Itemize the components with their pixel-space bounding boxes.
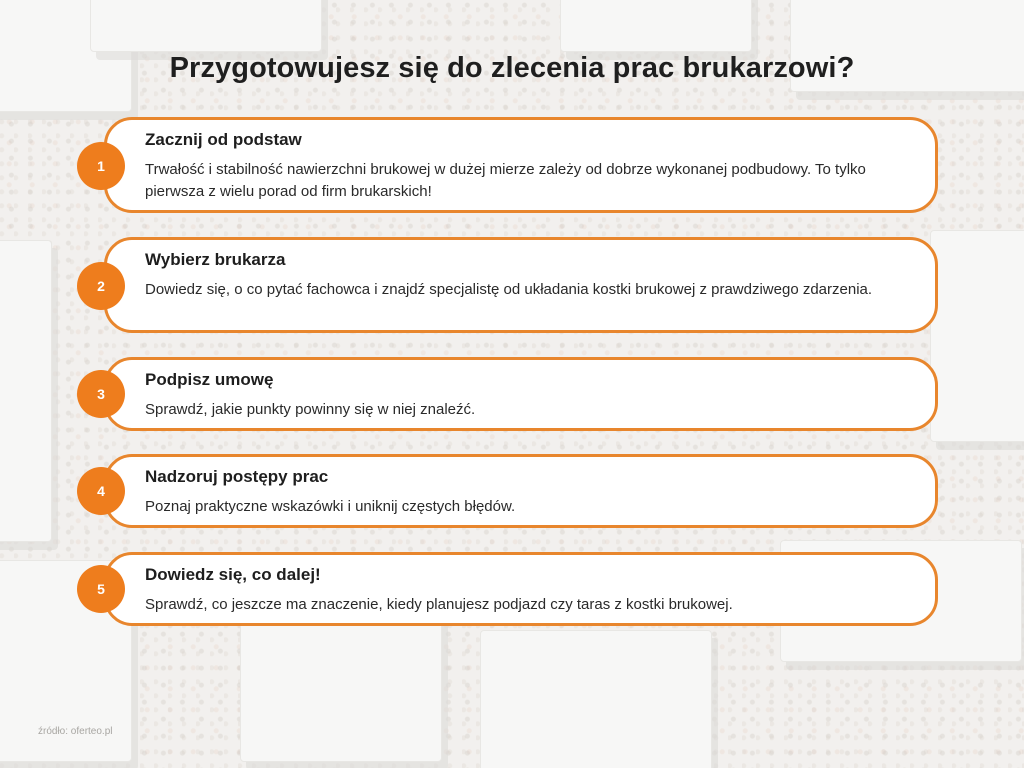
step-number-badge: 4 — [77, 467, 125, 515]
step-number-badge: 2 — [77, 262, 125, 310]
step-text: Trwałość i stabilność nawierzchni brukowej w dużej mierze zależy od dobrze wykonanej podbudowy. To tylko pierwsza z wielu porad od firm brukarskich! — [145, 161, 866, 200]
step-number-badge: 3 — [77, 370, 125, 418]
step-title: Podpisz umowę — [145, 370, 274, 389]
step-text: Sprawdź, jakie punkty powinny się w niej znaleźć. — [145, 401, 476, 418]
step-number-badge: 1 — [77, 142, 125, 190]
step-title: Zacznij od podstaw — [145, 130, 302, 149]
step-text: Sprawdź, co jeszcze ma znaczenie, kiedy planujesz podjazd czy taras z kostki brukowej. — [145, 596, 733, 613]
step-card-5 — [104, 552, 938, 626]
step-title: Dowiedz się, co dalej! — [145, 565, 321, 584]
step-card-4 — [104, 454, 938, 528]
step-number-badge: 5 — [77, 565, 125, 613]
page-title: Przygotowujesz się do zlecenia prac brukarzowi? — [169, 52, 855, 84]
step-title: Nadzoruj postępy prac — [145, 467, 329, 486]
step-text: Dowiedz się, o co pytać fachowca i znajdź specjalistę od układania kostki brukowej z prawdziwego zdarzenia. — [145, 281, 873, 298]
step-text: Poznaj praktyczne wskazówki i uniknij częstych błędów. — [145, 498, 516, 515]
step-card-3 — [104, 357, 938, 431]
step-title: Wybierz brukarza — [145, 250, 286, 269]
step-card-1 — [104, 117, 938, 213]
step-card-2 — [104, 237, 938, 333]
source-credit: źródło: oferteo.pl — [38, 726, 113, 737]
